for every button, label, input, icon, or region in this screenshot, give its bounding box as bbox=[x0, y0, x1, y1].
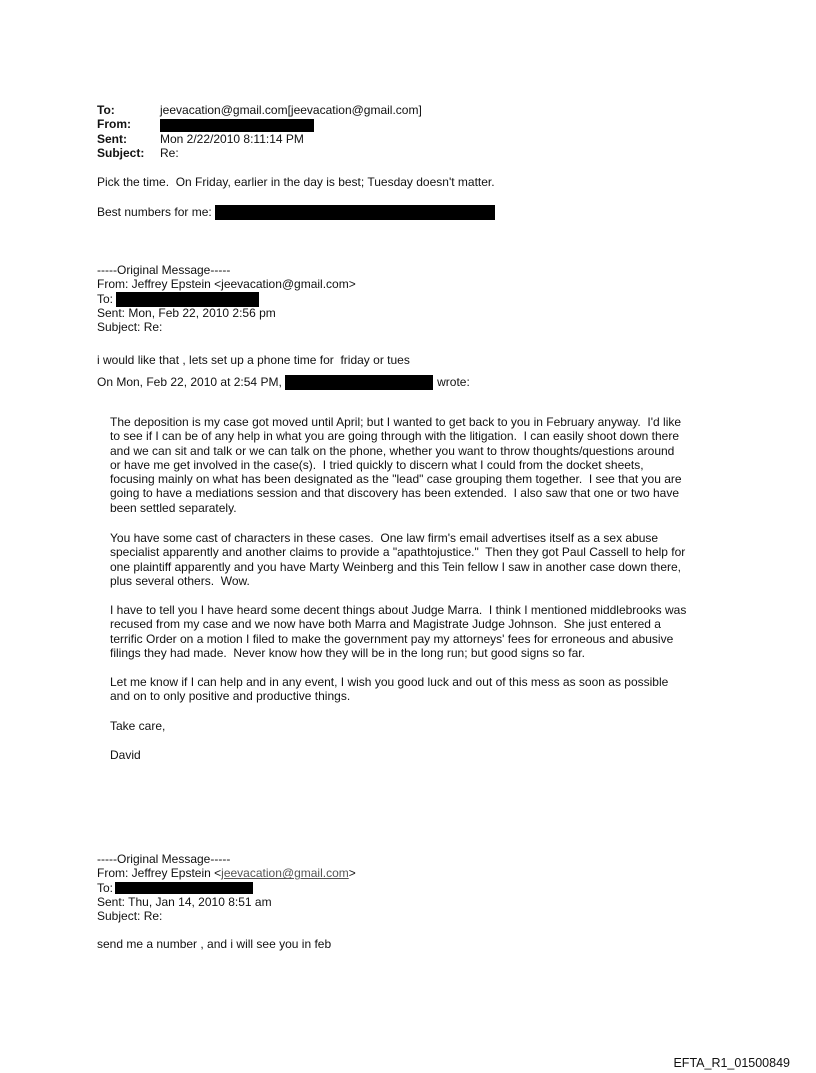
quote-intro-prefix: On Mon, Feb 22, 2010 at 2:54 PM, bbox=[97, 375, 286, 389]
text-line: specialist apparently and another claims to provide a "apathtojustice." Then they got Paul Cassell to help for bbox=[110, 545, 686, 560]
reply-line-2: Best numbers for me: bbox=[97, 205, 216, 219]
from-line: From: Jeffrey Epstein <jeevacation@gmail.com> bbox=[97, 277, 356, 292]
to-label: To: bbox=[97, 103, 115, 117]
from-suffix: > bbox=[348, 866, 356, 881]
text-line: one plaintiff apparently and you have Marty Weinberg and this Tein fellow I saw in another case down there, bbox=[110, 559, 682, 574]
quote-intro-row bbox=[97, 375, 470, 389]
header-sent bbox=[97, 132, 422, 146]
text-line: You have some cast of characters in these cases. One law firm's email advertises itself as a sex abuse bbox=[110, 531, 659, 545]
header-to bbox=[97, 103, 422, 117]
to-line-wrap bbox=[97, 881, 356, 895]
bates-number: EFTA_R1_01500849 bbox=[673, 1056, 790, 1070]
quote-intro bbox=[97, 375, 470, 389]
text-line: been settled separately. bbox=[110, 500, 237, 515]
text-line: and on to only positive and productive things. bbox=[110, 689, 351, 704]
reply-line-2-wrap bbox=[97, 205, 495, 219]
closing: Take care, bbox=[110, 719, 166, 733]
subject-label: Subject: bbox=[97, 145, 145, 160]
original-message-2 bbox=[97, 852, 356, 923]
text-line: The deposition is my case got moved until April; but I wanted to get back to you in February anyway. I'd like bbox=[110, 415, 682, 429]
reply-line-2-row bbox=[97, 205, 495, 219]
from-prefix: From: Jeffrey Epstein < bbox=[97, 866, 222, 881]
quoted-paragraph-3 bbox=[110, 603, 686, 660]
signature: David bbox=[110, 748, 141, 762]
to-line: To: bbox=[97, 880, 114, 895]
quoted-paragraph-4 bbox=[110, 675, 668, 704]
sent-label: Sent: bbox=[97, 131, 127, 146]
text-line: and we can sit and talk or we can talk on the phone, whether you want to throw thoughts/questions around bbox=[110, 443, 675, 458]
quote-intro-suffix: wrote: bbox=[437, 375, 470, 389]
quoted-paragraph-2 bbox=[110, 531, 685, 588]
header-from bbox=[97, 117, 422, 131]
sent-line: Sent: Thu, Jan 14, 2010 8:51 am bbox=[97, 894, 272, 909]
redaction-sender-name bbox=[285, 375, 433, 390]
to-value: jeevacation@gmail.com[jeevacation@gmail.com] bbox=[160, 103, 422, 117]
text-line: or have me get involved in the case(s). I tried quickly to discern what I could from the docket sheets, bbox=[110, 457, 644, 472]
header-subject bbox=[97, 146, 422, 160]
redaction-phone-numbers bbox=[215, 205, 495, 220]
text-line: going to have a mediations session and that discovery has been extended. I also saw that one or two have bbox=[110, 486, 680, 501]
text-line: focusing mainly on what has been designated as the "lead" case grouping them together. I see that you are bbox=[110, 472, 682, 487]
to-line: To: bbox=[97, 291, 117, 306]
original2-body: send me a number , and i will see you in feb bbox=[97, 937, 332, 951]
text-line: filings they had made. Never know how they will be in the long run; but good signs so far. bbox=[110, 645, 585, 660]
subject-line: Subject: Re: bbox=[97, 320, 163, 335]
sent-value: Mon 2/22/2010 8:11:14 PM bbox=[160, 131, 304, 146]
text-line: I have to tell you I have heard some decent things about Judge Marra. I think I mentioned middlebrooks was bbox=[110, 603, 687, 617]
to-line-wrap bbox=[97, 292, 356, 306]
redaction-to-2 bbox=[115, 882, 253, 894]
original1-body: i would like that , lets set up a phone time for friday or tues bbox=[97, 353, 410, 367]
text-line: terrific Order on a motion I filed to make the government pay my attorneys' fees for erroneous and abusive bbox=[110, 631, 674, 646]
from-label: From: bbox=[97, 117, 131, 132]
sent-line: Sent: Mon, Feb 22, 2010 2:56 pm bbox=[97, 305, 276, 320]
subject-value: Re: bbox=[160, 145, 179, 160]
reply-line-1: Pick the time. On Friday, earlier in the day is best; Tuesday doesn't matter. bbox=[97, 175, 495, 189]
divider: -----Original Message----- bbox=[97, 852, 231, 866]
redaction-from bbox=[160, 119, 314, 132]
subject-line: Subject: Re: bbox=[97, 909, 163, 924]
text-line: Let me know if I can help and in any event, I wish you good luck and out of this mess as soon as possible bbox=[110, 675, 669, 689]
original-message-1 bbox=[97, 263, 356, 334]
text-line: to see if I can be of any help in what you are going through with the litigation. I can easily shoot down there bbox=[110, 429, 680, 444]
text-line: plus several others. Wow. bbox=[110, 573, 250, 588]
from-line bbox=[97, 866, 356, 880]
redaction-to-1 bbox=[116, 292, 259, 307]
divider: -----Original Message----- bbox=[97, 263, 231, 277]
quoted-paragraph-1 bbox=[110, 415, 682, 515]
email-header bbox=[97, 103, 422, 160]
email-link[interactable]: jeevacation@gmail.com bbox=[221, 866, 349, 881]
text-line: recused from my case and we now have both Marra and Magistrate Judge Johnson. She just entered a bbox=[110, 617, 661, 632]
